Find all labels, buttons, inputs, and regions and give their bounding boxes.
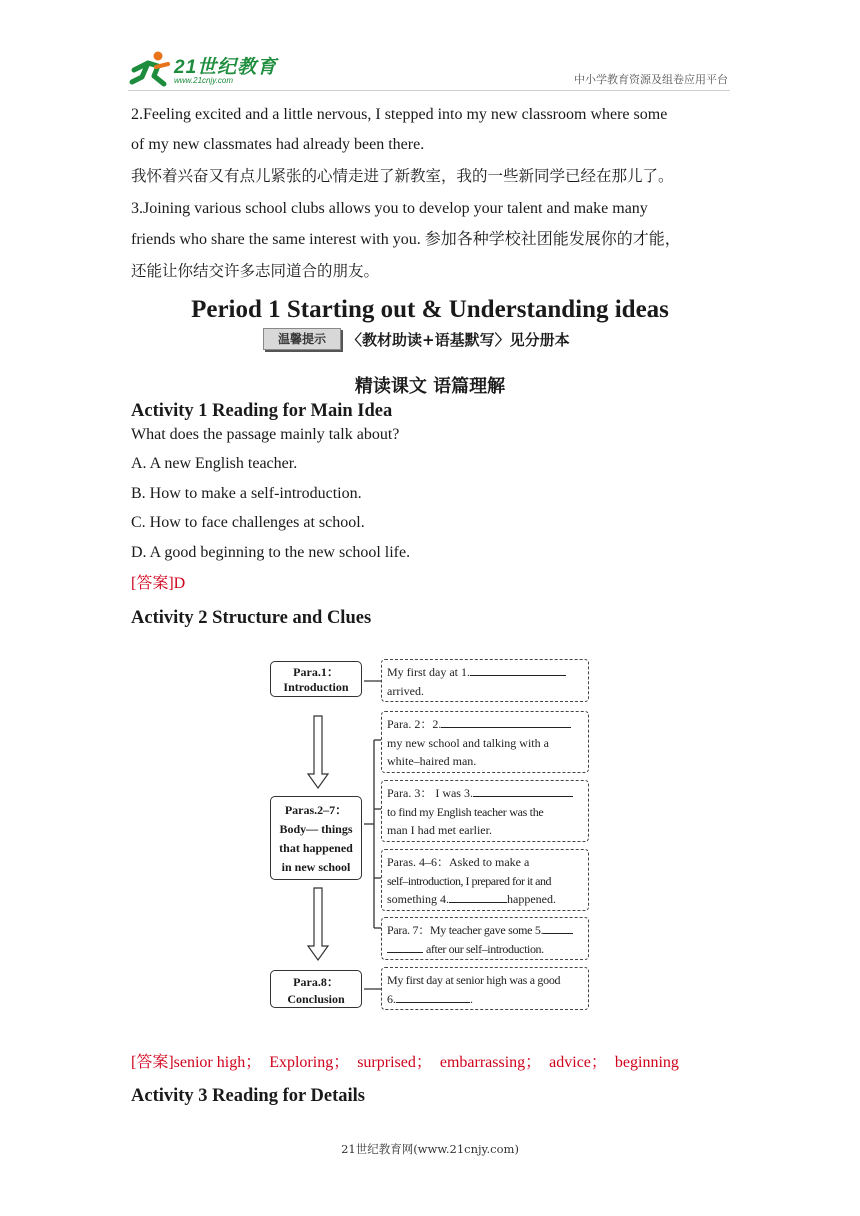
option-d: D. A good beginning to the new school life. — [131, 544, 411, 561]
activity1-answer: [答案]D — [131, 575, 186, 592]
logo-url-text: www.21cnjy.com — [174, 76, 233, 85]
box-introduction-line2: Introduction — [283, 680, 349, 694]
clue-box-6 — [381, 967, 589, 1010]
sentence-3-line1: 3.Joining various school clubs allows you to develop your talent and make many — [131, 200, 648, 217]
activity1-title: Activity 1 Reading for Main Idea — [131, 401, 393, 421]
option-a: A. A new English teacher. — [131, 455, 298, 472]
tip-badge — [263, 328, 341, 350]
blank-1[interactable] — [470, 663, 566, 676]
box-body-line1: Paras.2–7： — [284, 803, 348, 817]
sentence-3-line2: friends who share the same interest with you. 参加各种学校社团能发展你的才能， — [131, 231, 681, 248]
blank-3[interactable] — [473, 784, 573, 797]
runner-logo-icon — [128, 50, 172, 88]
tip-row — [263, 328, 623, 350]
clue-6-tail: . — [470, 991, 473, 1006]
clue-box-1 — [381, 659, 589, 702]
sentence-2-en-line2: of my new classmates had already been there. — [131, 136, 425, 153]
clue-6-line1: My first day at senior high was a good — [387, 973, 561, 987]
box-conclusion-line2: Conclusion — [287, 992, 345, 1006]
clue-6-text: 6. — [387, 991, 396, 1006]
logo — [128, 48, 278, 88]
clue-3-line2: to find my English teacher was the — [387, 804, 544, 819]
box-conclusion — [270, 970, 362, 1008]
clue-1-line2: arrived. — [387, 683, 424, 698]
clue-1-text: My first day at 1. — [387, 665, 470, 679]
arrow-down-icon — [308, 888, 328, 960]
option-c: C. How to face challenges at school. — [131, 514, 365, 531]
arrow-down-icon — [308, 716, 328, 788]
box-body-line3: that happened — [279, 841, 353, 855]
clue-box-4 — [381, 849, 589, 911]
header-divider — [128, 90, 730, 91]
activity1-question: What does the passage mainly talk about? — [131, 426, 400, 443]
box-body — [270, 796, 362, 880]
tip-text: 〈教材助读+语基默写〉见分册本 — [347, 331, 570, 349]
box-introduction-line1: Para.1： — [293, 665, 339, 679]
footer-text: 21世纪教育网(www.21cnjy.com) — [341, 1142, 519, 1156]
clue-box-5 — [381, 917, 589, 960]
section-heading: 精读课文 语篇理解 — [354, 376, 506, 397]
activity2-title: Activity 2 Structure and Clues — [131, 608, 372, 628]
clue-2-text: Para. 2：2. — [387, 717, 442, 731]
period-title: Period 1 Starting out & Understanding ideas — [191, 296, 669, 323]
clue-box-2 — [381, 711, 589, 773]
clue-4-text: something 4. — [387, 892, 449, 906]
blank-5a[interactable] — [543, 921, 573, 934]
clue-3-text: Para. 3： I was 3. — [387, 786, 473, 800]
option-b: B. How to make a self-introduction. — [131, 485, 362, 502]
clue-5-line2: after our self–introduction. — [426, 941, 544, 956]
sentence-2-en-line1: 2.Feeling excited and a little nervous, I stepped into my new classroom where some — [131, 106, 668, 123]
logo-main-text: 21世纪教育 — [174, 57, 278, 78]
clue-5-text: Para. 7：My teacher gave some 5. — [387, 923, 544, 937]
clue-2-line2: my new school and talking with a — [387, 735, 549, 750]
box-conclusion-line1: Para.8： — [293, 975, 339, 989]
blank-4[interactable] — [449, 890, 507, 903]
clue-4-tail: happened. — [507, 892, 556, 906]
tip-badge-label: 温馨提示 — [277, 332, 326, 346]
box-body-line4: in new school — [281, 860, 351, 874]
clue-box-3 — [381, 780, 589, 842]
clue-3-line3: man I had met earlier. — [387, 823, 492, 837]
sentence-3-line3: 还能让你结交许多志同道合的朋友。 — [131, 262, 380, 280]
clue-2-line3: white–haired man. — [387, 754, 477, 768]
blank-5b[interactable] — [387, 940, 423, 953]
activity2-answer: [答案]senior high； Exploring； surprised； embarrassing； advice； beginning — [131, 1054, 679, 1071]
blank-2[interactable] — [441, 715, 571, 728]
blank-6[interactable] — [396, 990, 470, 1003]
platform-label: 中小学教育资源及组卷应用平台 — [574, 73, 728, 86]
box-body-line2: Body— things — [279, 822, 353, 836]
box-introduction — [270, 661, 362, 697]
structure-diagram — [268, 656, 592, 1012]
header — [128, 48, 732, 92]
activity3-title: Activity 3 Reading for Details — [131, 1086, 365, 1106]
sentence-2-cn: 我怀着兴奋又有点儿紧张的心情走进了新教室，我的一些新同学已经在那儿了。 — [131, 167, 674, 185]
clue-4-line1: Paras. 4–6：Asked to make a — [387, 855, 530, 869]
clue-4-line2: self–introduction, I prepared for it and — [387, 873, 551, 888]
